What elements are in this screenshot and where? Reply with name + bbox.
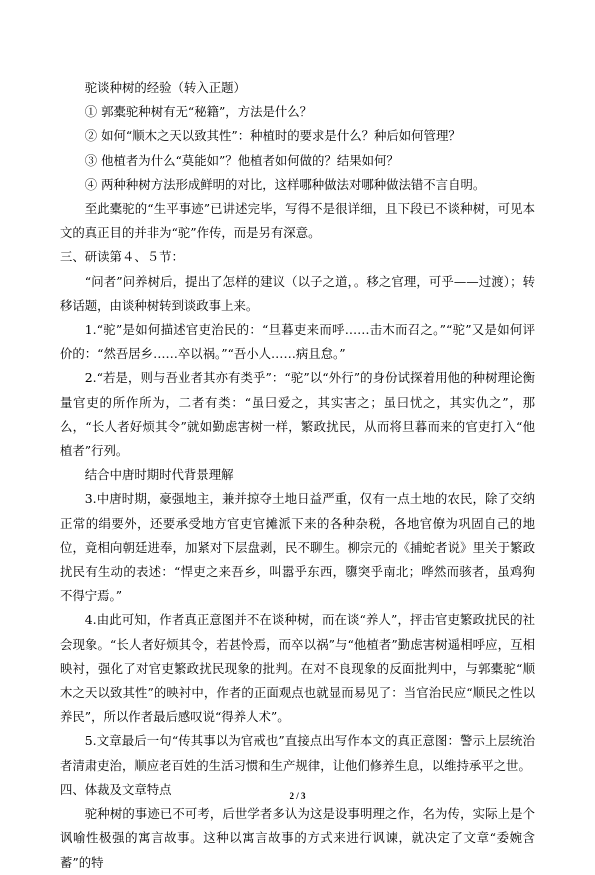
paragraph: 驼种树的事迹已不可考，后世学者多认为这是设事明理之作，名为传，实际上是个讽喻性极强的寓言故事。这种以寓言故事的方式来进行讽谏，就决定了文章“委婉含蓄”的特 [60, 806, 535, 870]
paragraph: 5.文章最后一句“传其事以为官戒也”直接点出写作本文的真正意图：警示上层统治者清肃吏治，顺应老百姓的生活习惯和生产规律，让他们修养生息，以维持承平之世。 [60, 733, 535, 773]
paragraph: 2.“若是，则与吾业者其亦有类乎”：“驼”以“外行”的身份试探着用他的种树理论衡量官吏的所作所为，二者有类：“虽曰爱之，其实害之；虽曰忧之，其实仇之”，那么，“长人者好烦其令”就如勤虑害树一样，繁政扰民，从而将旦暮而来的官吏打入“他植者”行列。 [60, 370, 535, 459]
paragraph: 至此橐驼的“生平事迹”已讲述完毕，写得不是很详细，且下段已不谈种树，可见本文的真正目的并非为“驼”作传，而是另有深意。 [60, 201, 535, 241]
paragraph: 3.中唐时期，豪强地主，兼并掠夺土地日益严重，仅有一点土地的农民，除了交纳正常的绢要外，还要承受地方官吏官摊派下来的各种杂税，各地官僚为巩固自己的地位，竟相向朝廷进奉，加紧对下层盘剥，民不聊生。柳宗元的《捕蛇者说》里关于繁政扰民有生动的表述：“悍吏之来吾乡，叫嚣乎东西，隳突乎南北；哗然而骇者，虽鸡狗不得宁焉。” [60, 491, 535, 604]
paragraph: ① 郭橐驼种树有无“秘籍”，方法是什么？ [84, 104, 313, 120]
paragraph: 三、研读第４、５节： [60, 249, 184, 265]
paragraph: 驼谈种树的经验（转入正题） [84, 80, 246, 95]
paragraph: 1.“驼”是如何描述官吏治民的：“旦暮吏来而呼……击木而召之。”“驼”又是如何评价的：“然吾居乡……卒以祸。”“吾小人……病且怠。” [60, 322, 535, 362]
paragraph: ③ 他植者为什么“莫能如”？他植者如何做的？结果如何？ [84, 152, 399, 168]
page-number: 2 / 3 [289, 791, 306, 801]
paragraph: 四、体裁及文章特点 [60, 781, 172, 797]
paragraph: 4.由此可知，作者真正意图并不在谈种树，而在谈“养人”，抨击官吏繁政扰民的社会现象。“长人者好烦其令，若甚怜焉，而卒以祸”与“他植者”勤虑害树遥相呼应，互相映衬，强化了对官吏繁政扰民现象的批判。在对不良现象的反面批判中，与郭橐驼“顺木之天以致其性”的映衬中，作者的正面观点也就显而易见了：当官治民应“顺民之性以养民”，所以作者最后感叹说“得养人术”。 [60, 612, 535, 725]
paragraph: 结合中唐时期时代背景理解 [84, 467, 234, 483]
paragraph: ② 如何“顺木之天以致其性”：种植时的要求是什么？种后如何管理？ [84, 128, 461, 144]
document-body [60, 76, 535, 875]
paragraph: “问者”问养树后，提出了怎样的建议（以子之道，。移之官理，可乎——过渡）；转移话题，由谈种树转到谈政事上来。 [60, 273, 535, 313]
paragraph: ④ 两种种树方法形成鲜明的对比，这样哪种做法对哪种做法错不言自明。 [84, 176, 486, 192]
